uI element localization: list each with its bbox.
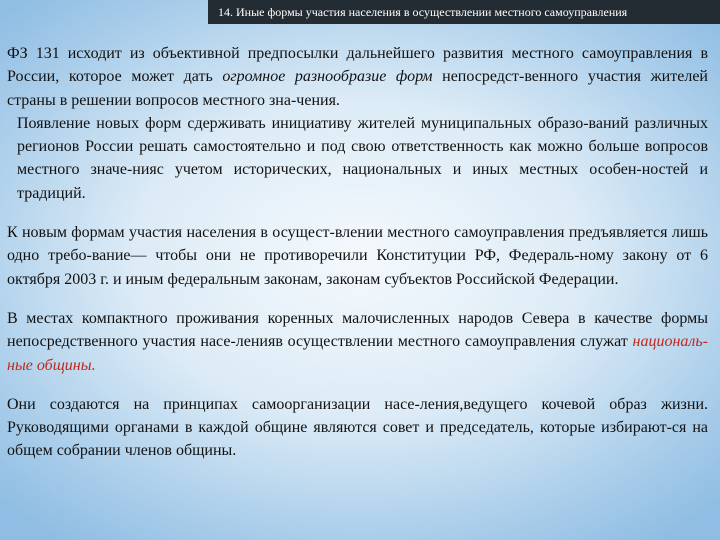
highlight-national-communities: националь-ные общины. (7, 333, 708, 374)
slide-title: 14. Иные формы участия населения в осуществлении местного самоуправления (218, 5, 628, 19)
paragraph-requirements: К новым формам участия населения в осущест-влении местного самоуправления предъявляется лишь одно требо-вание— чтобы они не противоречили Конституции РФ, Федераль-ному закону от 6 октября 2003 г. и иным федеральным законам, законам субъектов Российской Федерации. (7, 224, 708, 288)
paragraph-indigenous-text: В местах компактного проживания коренных малочисленных народов Севера в качестве формы непосредственного участия насе-ленияв осуществлении местного самоуправления служат (7, 309, 708, 351)
paragraph-gap (7, 291, 708, 307)
paragraph-fz131-tail: непосредст-венного участия жителей страны в решении вопросов местного зна-чения. (7, 68, 708, 109)
paragraph-indigenous (7, 307, 708, 377)
paragraph-fz131-text: ФЗ 131 исходит из объективной предпосылки дальнейшего развития местного самоуправления в России, которое может дать (7, 45, 708, 86)
paragraph-fz131 (7, 42, 708, 112)
paragraph-new-forms: Появление новых форм сдерживать инициативу жителей муниципальных образо-ваний различных регионов России решать самостоятельно и под свою ответственность как можно больше вопросов местного значе-нияс учетом исторических, национальных и иных местных особен-ностей и традиций. (17, 114, 708, 202)
paragraph-gap (7, 377, 708, 393)
slide-header (208, 0, 720, 24)
emphasis-forms-variety: огромное разнообразие форм (222, 68, 433, 86)
paragraph-communities: Они создаются на принципах самоорганизации насе-ления,ведущего кочевой образ жизни. Руководящими органами в каждой общине являются совет и председатель, которые избирают-ся на общем собрании членов общины. (7, 395, 708, 460)
paragraph-gap (7, 205, 708, 221)
slide-body (7, 42, 708, 463)
